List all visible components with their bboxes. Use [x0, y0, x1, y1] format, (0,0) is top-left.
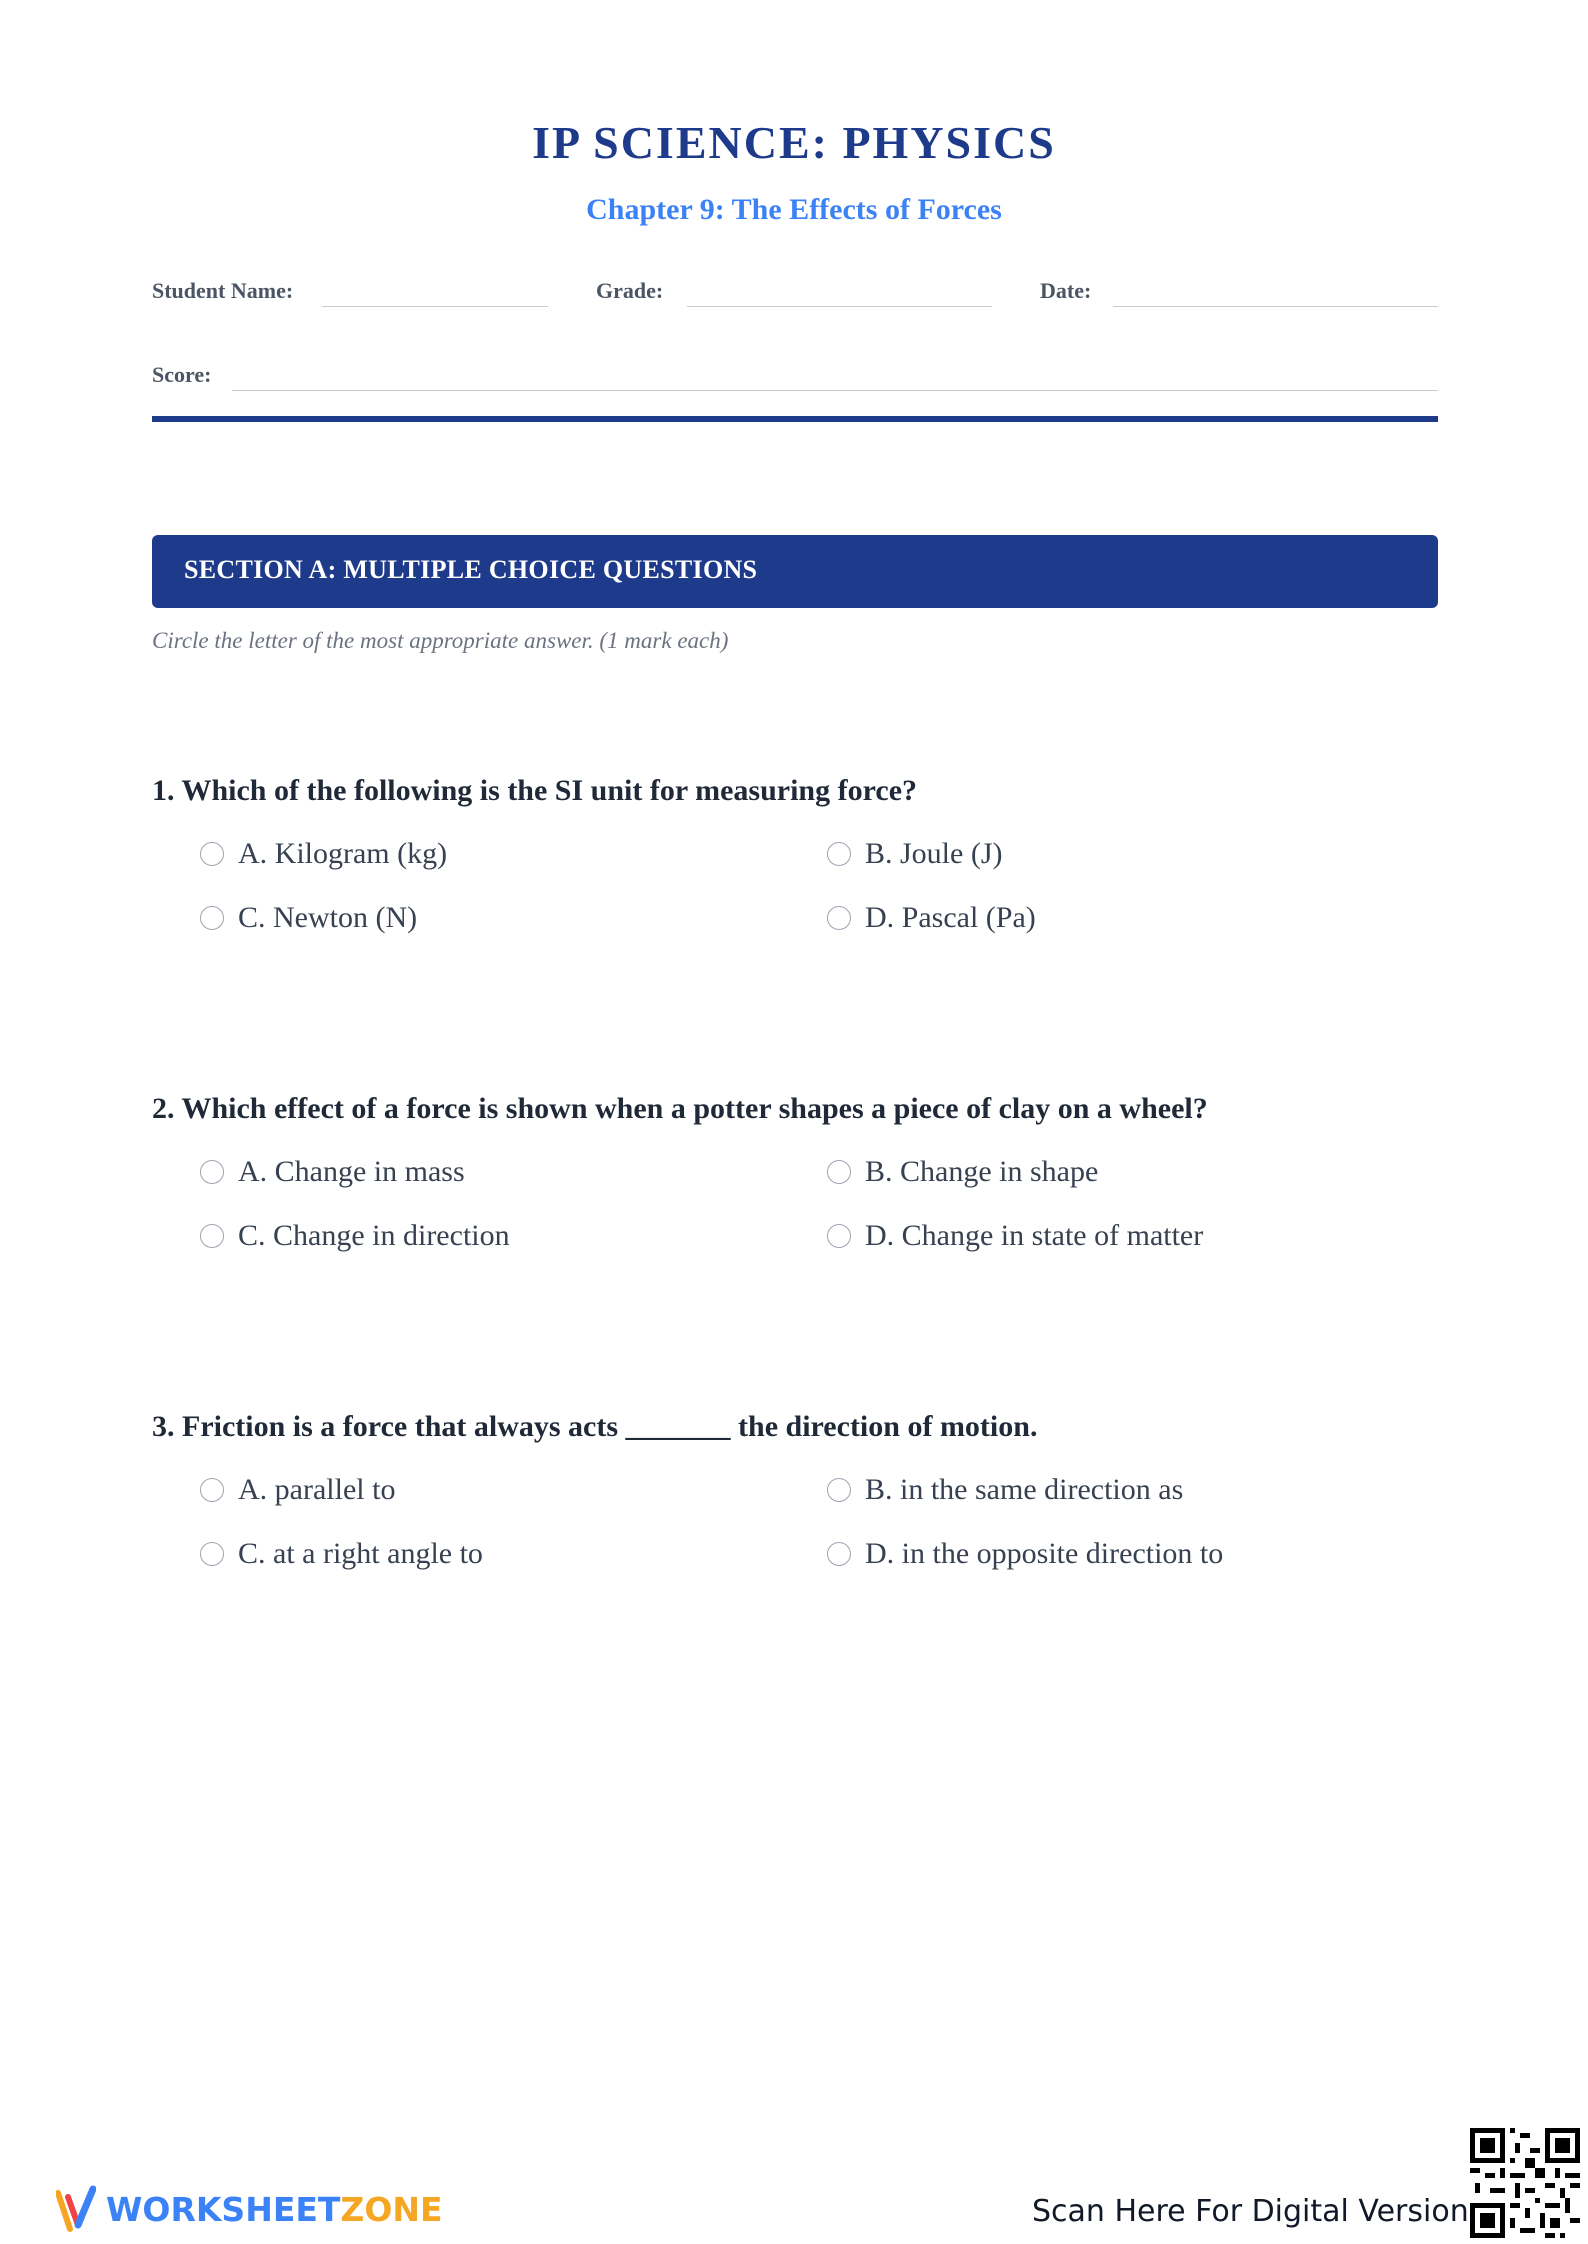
score-label: Score:	[152, 362, 212, 387]
question-3-option-d[interactable]	[827, 1537, 1223, 1571]
radio-icon[interactable]	[200, 906, 224, 930]
question-2-option-b[interactable]	[827, 1155, 1098, 1189]
question-1-option-b[interactable]	[827, 837, 1003, 871]
option-label: C. Change in direction	[238, 1219, 510, 1252]
score-field[interactable]	[232, 390, 1438, 391]
radio-icon[interactable]	[200, 1478, 224, 1502]
date-field[interactable]	[1113, 306, 1438, 307]
radio-icon[interactable]	[827, 1160, 851, 1184]
option-label: B. Change in shape	[865, 1155, 1099, 1188]
student-name-label: Student Name:	[152, 278, 294, 303]
question-2-option-d[interactable]	[827, 1219, 1203, 1253]
scan-instruction: Scan Here For Digital Version	[1032, 2194, 1469, 2229]
question-3-option-a[interactable]	[200, 1473, 395, 1507]
date-label: Date:	[1040, 278, 1092, 303]
question-1-option-a[interactable]	[200, 837, 447, 871]
question-3-option-c[interactable]	[200, 1537, 483, 1571]
option-label: C. at a right angle to	[238, 1537, 483, 1570]
question-3-option-b[interactable]	[827, 1473, 1183, 1507]
option-label: D. in the opposite direction to	[865, 1537, 1224, 1570]
section-a-title: SECTION A: MULTIPLE CHOICE QUESTIONS	[184, 555, 758, 584]
option-label: B. Joule (J)	[865, 837, 1003, 870]
section-a-instructions: Circle the letter of the most appropriate answer. (1 mark each)	[152, 628, 729, 653]
question-3-text: 3. Friction is a force that always acts _______ the direction of motion.	[152, 1410, 1038, 1443]
radio-icon[interactable]	[827, 906, 851, 930]
question-2-text: 2. Which effect of a force is shown when a potter shapes a piece of clay on a wheel?	[152, 1092, 1208, 1125]
radio-icon[interactable]	[200, 1224, 224, 1248]
grade-field[interactable]	[687, 306, 992, 307]
option-label: D. Pascal (Pa)	[865, 901, 1036, 934]
radio-icon[interactable]	[200, 1542, 224, 1566]
logo-text-zone: ZONE	[340, 2189, 443, 2229]
header-divider	[152, 416, 1438, 422]
worksheetzone-logo	[56, 2185, 443, 2233]
student-name-field[interactable]	[322, 306, 548, 307]
option-label: A. parallel to	[238, 1473, 396, 1506]
option-label: A. Kilogram (kg)	[238, 837, 448, 870]
option-label: B. in the same direction as	[865, 1473, 1184, 1506]
question-2-option-c[interactable]	[200, 1219, 510, 1253]
option-label: A. Change in mass	[238, 1155, 465, 1188]
logo-wordmark	[106, 2190, 443, 2229]
option-label: C. Newton (N)	[238, 901, 418, 934]
section-a-banner	[152, 535, 1438, 608]
page-title: IP SCIENCE: PHYSICS	[532, 117, 1056, 168]
grade-label: Grade:	[596, 278, 664, 303]
question-2-option-a[interactable]	[200, 1155, 465, 1189]
radio-icon[interactable]	[827, 842, 851, 866]
radio-icon[interactable]	[200, 842, 224, 866]
option-label: D. Change in state of matter	[865, 1219, 1204, 1252]
w-logo-icon	[56, 2185, 96, 2233]
radio-icon[interactable]	[827, 1542, 851, 1566]
radio-icon[interactable]	[827, 1224, 851, 1248]
qr-code-icon[interactable]	[1470, 2128, 1580, 2238]
question-1-option-c[interactable]	[200, 901, 417, 935]
question-1-text: 1. Which of the following is the SI unit for measuring force?	[152, 774, 918, 807]
radio-icon[interactable]	[200, 1160, 224, 1184]
logo-text-worksheet: WORKSHEET	[106, 2189, 341, 2229]
radio-icon[interactable]	[827, 1478, 851, 1502]
page-subtitle: Chapter 9: The Effects of Forces	[586, 193, 1002, 226]
question-1-option-d[interactable]	[827, 901, 1036, 935]
